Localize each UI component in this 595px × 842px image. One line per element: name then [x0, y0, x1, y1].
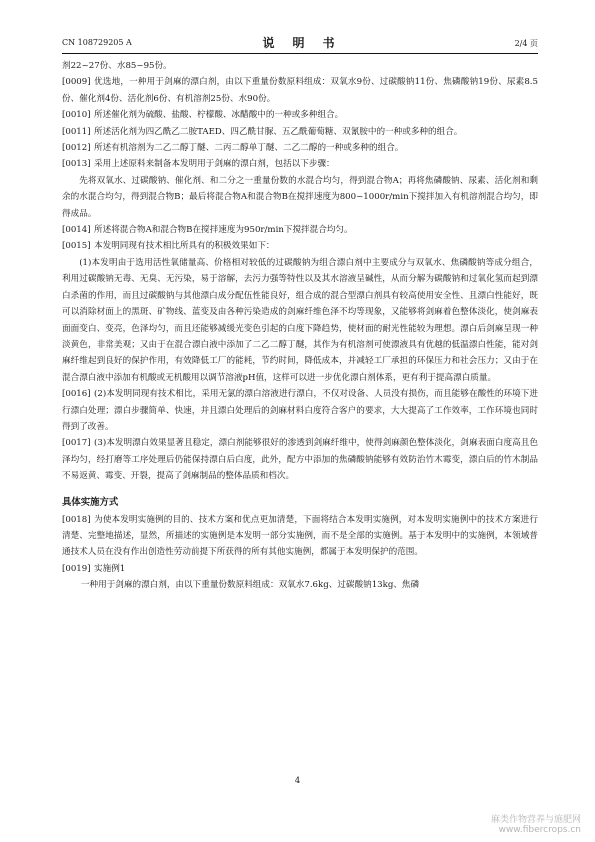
paragraph-continuation: (1)本发明由于选用活性氧储量高、价格相对较低的过碳酸钠为组合漂白剂中主要成分与双氧水、焦磷酸钠等成分组合，利用过碳酸钠无毒、无臭、无污染，易于溶解，去污力强等特性以及其水溶液呈碱性，从而分解为碳酸钠和过氧化氢而起到漂白杀菌的作用，而且过碳酸钠与其他漂白成分配伍性能良好，组合成的混合型漂白剂具有较高使用安全性、且漂白性能好，既可以消除材面上的黑斑、矿物线、蓝变及由各种污染造成的剑麻纤维色泽不均等现象，又能够将剑麻着色整体淡化，使剑麻表面面变白、变亮，色泽均匀，而且还能够减缓光变色引起的白度下降趋势，使材面的耐光性能较为理想。漂白后剑麻呈现一种淡黄色，非常美观；又由于在混合漂白液中添加了二乙二醇丁醚，其作为有机溶剂可使漂液具有优越的低温漂白性能，能对剑麻纤维起到良好的保护作用，有效降低工厂的能耗，节约时间，降低成本，并减轻工厂承担的环保压力和社会压力；又由于在混合漂白液中添加有机酸或无机酸用以调节溶液pH值，这样可以进一步优化漂白剂体系，更有利于提高漂白质量。	[62, 257, 538, 383]
paragraph-number: [0010]	[62, 110, 91, 121]
page-header	[62, 34, 538, 50]
paragraph-number: [0017]	[62, 438, 91, 449]
paragraph	[62, 512, 538, 561]
paragraph	[62, 74, 538, 107]
paragraph-number: [0019]	[62, 563, 91, 574]
document-body	[62, 58, 538, 594]
paragraph-number: [0012]	[62, 143, 91, 154]
paragraph-number: [0015]	[62, 241, 91, 252]
section-heading: 具体实施方式	[62, 496, 119, 508]
page-indicator: 2/4 页	[514, 39, 538, 48]
paragraph	[62, 577, 538, 593]
paragraph	[62, 238, 538, 254]
paragraph	[62, 140, 538, 156]
paragraph	[62, 156, 538, 172]
paragraph-number: [0018]	[62, 514, 91, 525]
paragraph-text: 为使本发明实施例的目的、技术方案和优点更加清楚，下面将结合本发明实施例，对本发明实施例中的技术方案进行清楚、完整地描述，显然，所描述的实施例是本发明一部分实施例，而不是全部的实施例。基于本发明中的实施例，本领域普通技术人员在没有作出创造性劳动前提下所获得的所有其他实施例，都属于本发明保护的范围。	[62, 514, 538, 558]
paragraph-text: 所述催化剂为硫酸、盐酸、柠檬酸、冰醋酸中的一种或多种组合。	[94, 110, 344, 121]
paragraph-list	[62, 58, 538, 485]
document-title: 说 明 书	[262, 36, 338, 50]
paragraph-text: 优选地，一种用于剑麻的漂白剂，由以下重量份数原料组成：双氧水9份、过碳酸钠11份、焦磷酸钠19份、尿素8.5份、催化剂4份、活化剂6份、有机溶剂25份、水90份。	[62, 77, 538, 104]
header-divider	[62, 53, 538, 54]
paragraph-text: 本发明同现有技术相比所具有的积极效果如下：	[94, 241, 275, 252]
watermark-text: 麻类作物营养与施肥网	[490, 815, 581, 825]
paragraph	[62, 124, 538, 140]
paragraph-number: [0014]	[62, 225, 91, 236]
paragraph-text: 剂22~27份、水85~95份。	[62, 61, 172, 71]
paragraph	[62, 58, 538, 74]
paragraph-number: [0009]	[62, 77, 91, 88]
paragraph	[62, 107, 538, 123]
paragraph	[62, 435, 538, 484]
document-number: CN 108729205 A	[62, 38, 132, 47]
paragraph-list-2	[62, 512, 538, 594]
paragraph	[62, 386, 538, 435]
paragraph	[62, 561, 538, 577]
paragraph-number: [0013]	[62, 159, 91, 170]
watermark-url: www.fibercrops.cn	[498, 825, 581, 835]
paragraph	[62, 222, 538, 238]
paragraph-text: 采用上述原料来制备本发明用于剑麻的漂白剂，包括以下步骤：	[94, 159, 335, 170]
paragraph-text: 所述将混合物A和混合物B在搅拌速度为950r/min下搅拌混合均匀。	[94, 225, 353, 236]
paragraph-text: (2)本发明同现有技术相比，采用无氯的漂白溶液进行漂白，不仅对设备、人员没有损伤，而且能够在酸性的环境下进行漂白处理；漂白步骤简单、快速，并且漂白处理后的剑麻材料白度符合客户的要求，大大提高了工作效率，工作环境也同时得到了改善。	[62, 389, 538, 432]
paragraph-text: (3)本发明漂白效果显著且稳定，漂白剂能够很好的渗透到剑麻纤维中，使得剑麻颜色整体淡化，剑麻表面白度高且色泽均匀，经打磨等工序处理后仍能保持漂白后白度，此外，配方中添加的焦磷酸钠能够有效防治竹木霉变，漂白后的竹木制品不易返黄、霉变、开裂，提高了剑麻制品的整体品质和档次。	[62, 438, 538, 482]
paragraph-number: [0011]	[62, 126, 91, 137]
paragraph-number: [0016]	[62, 389, 91, 400]
page-number: 4	[294, 776, 301, 786]
paragraph-text: 所述有机溶剂为二乙二醇丁醚、二丙二醇单丁醚、二乙二醇的一种或多种的组合。	[94, 143, 404, 154]
paragraph-continuation: 先将双氧水、过碳酸钠、催化剂、和二分之一重量份数的水混合均匀，得到混合物A；再将焦磷酸钠、尿素、活化剂和剩余的水混合均匀，得到混合物B；最后将混合物A和混合物B在搅拌速度为800~1000r/min下搅拌加入有机溶剂混合均匀，即得成品。	[62, 175, 538, 219]
paragraph-text: 一种用于剑麻的漂白剂，由以下重量份数原料组成：双氧水7.6kg、过碳酸钠13kg、焦磷	[80, 580, 420, 591]
paragraph-text: 实施例1	[94, 563, 126, 574]
paragraph-text: 所述活化剂为四乙酰乙二胺TAED、四乙酰甘脲、五乙酰葡萄糖、双氰胺中的一种或多种的组合。	[94, 126, 463, 137]
